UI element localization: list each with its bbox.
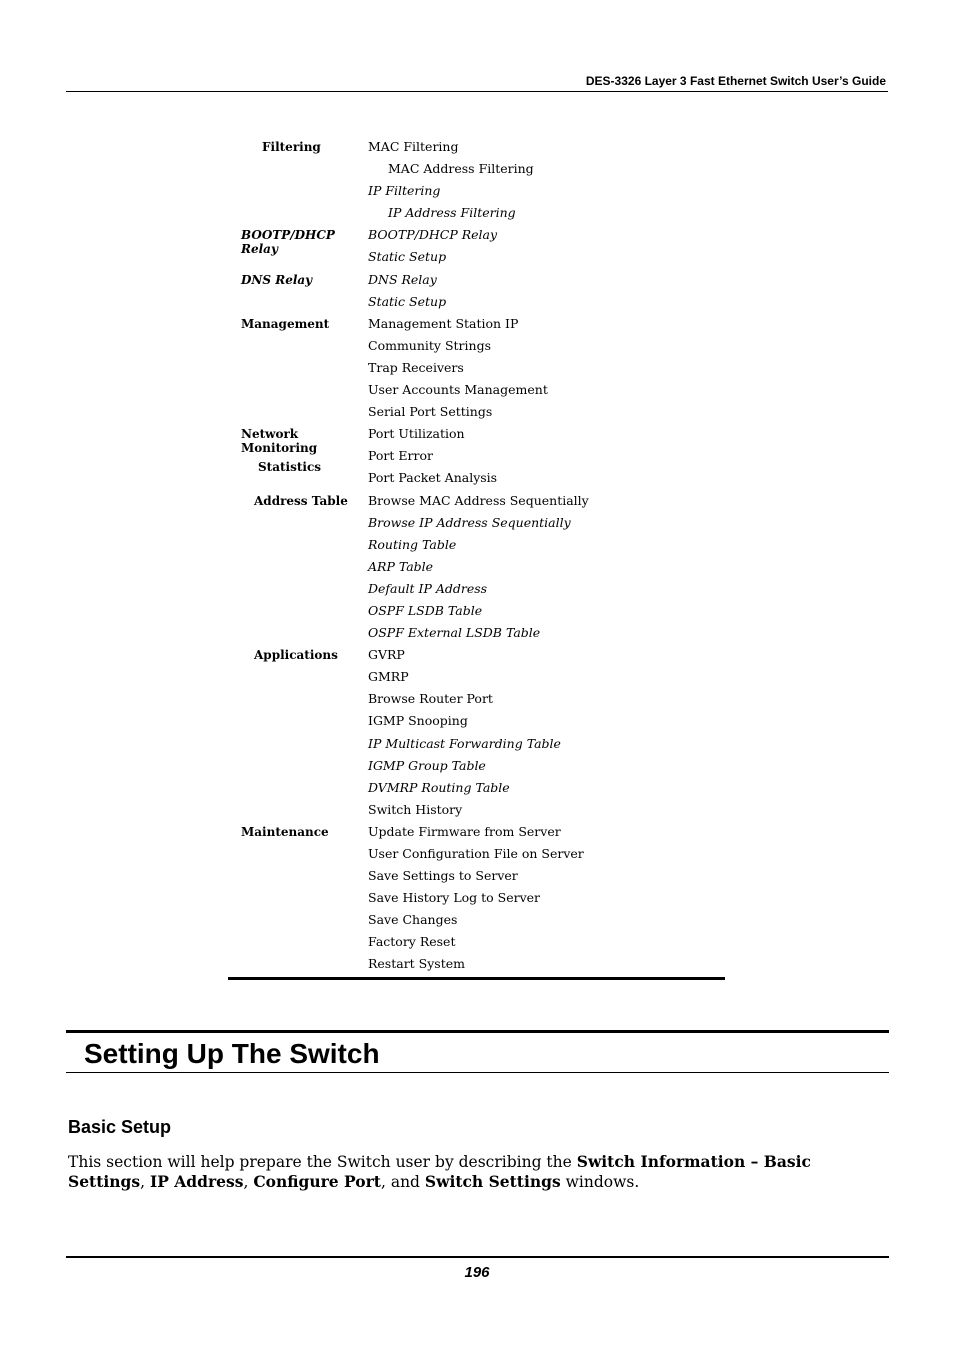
table-row [228,469,725,491]
paragraph-bold-term: Switch Settings [424,1172,561,1191]
table-row [228,823,725,845]
menu-item: Browse Router Port [368,691,493,707]
table-row [228,381,725,403]
menu-item: Routing Table [368,536,457,552]
page-number: 196 [464,1264,490,1281]
table-row [228,668,725,690]
menu-item: Management Station IP [368,315,519,331]
category-filtering: Filtering [262,140,321,154]
table-row [228,690,725,712]
table-row [228,359,725,381]
menu-item: User Accounts Management [368,382,548,398]
table-row [228,624,725,646]
menu-item: User Configuration File on Server [368,846,584,861]
table-row [228,845,725,867]
table-row [228,160,725,182]
menu-item: Browse IP Address Sequentially [368,514,571,530]
menu-item: ARP Table [368,558,434,574]
table-row [228,558,725,580]
table-row [228,248,725,270]
table-row [228,712,725,734]
paragraph-text: This section will help prepare the Switch user by describing the [68,1153,577,1171]
table-row [228,271,725,293]
menu-item: Save Changes [368,912,458,928]
menu-item: IGMP Snooping [368,713,468,729]
section-rule-top [66,1030,889,1033]
menu-item: Browse MAC Address Sequentially [368,492,589,508]
table-row [228,536,725,558]
paragraph-text: windows. [560,1173,640,1191]
paragraph-bold-term: Configure Port [253,1172,381,1191]
table-row [228,447,725,475]
table-row [228,580,725,602]
menu-item: Trap Receivers [368,359,464,375]
table-row [228,293,725,315]
subsection-title: Basic Setup [68,1117,172,1137]
table-row [228,646,725,668]
menu-table [228,138,725,978]
category-network-monitoring: Network Monitoring [241,427,318,456]
menu-item: IP Filtering [368,183,441,199]
category-maintenance: Maintenance [241,824,329,839]
menu-item: MAC Address Filtering [388,161,534,177]
table-row [228,757,725,779]
table-row [228,779,725,801]
body-paragraph [68,1152,890,1192]
table-row [228,735,725,757]
menu-item: Factory Reset [368,934,456,950]
table-row [228,867,725,889]
paragraph-text: , and [380,1173,425,1191]
section-title: Setting Up The Switch [84,1038,380,1069]
menu-item: Save History Log to Server [368,890,541,906]
page-header-title: DES-3326 Layer 3 Fast Ethernet Switch User’s Guide [585,74,886,88]
menu-item: Port Utilization [368,426,465,442]
menu-item: MAC Filtering [368,139,459,154]
menu-item: Default IP Address [368,580,488,596]
category-management: Management [241,316,330,331]
table-row [228,492,725,514]
table-bottom-rule [228,977,725,980]
menu-item: GVRP [368,647,405,663]
table-row [228,182,725,204]
menu-item: IP Multicast Forwarding Table [368,735,561,751]
menu-item: Restart System [368,956,465,972]
menu-item: IP Address Filtering [388,205,516,221]
menu-item: DVMRP Routing Table [368,779,510,795]
footer-rule [66,1256,889,1258]
menu-item: Serial Port Settings [368,404,493,420]
section-rule-bottom [66,1072,889,1073]
table-row [228,889,725,911]
table-row [228,911,725,933]
paragraph-bold-term: Switch Information – Basic Settings [68,1152,811,1191]
table-row [228,204,725,226]
table-row [228,337,725,359]
menu-item: GMRP [368,669,409,685]
menu-item: Port Error [368,448,433,464]
category-dns-relay: DNS Relay [241,272,313,287]
paragraph-text: , [140,1173,150,1191]
menu-item: Community Strings [368,337,491,353]
menu-item: IGMP Group Table [368,757,486,773]
category-applications: Applications [254,648,338,663]
menu-item: Port Packet Analysis [368,470,498,486]
table-row [228,514,725,536]
table-row [228,955,725,977]
table-row [228,933,725,955]
menu-item: Update Firmware from Server [368,823,561,839]
table-row [228,801,725,823]
paragraph-bold-term: IP Address [149,1172,244,1191]
menu-item: Save Settings to Server [368,868,518,884]
paragraph-text: , [243,1173,254,1191]
menu-item: DNS Relay [368,271,437,287]
menu-item: Static Setup [368,293,447,309]
menu-item: BOOTP/DHCP Relay [368,227,498,243]
table-row [228,138,725,160]
category-bootp-dhcp-relay: BOOTP/DHCP Relay [241,228,335,257]
category-address-table: Address Table [254,493,348,508]
table-row [228,315,725,337]
table-row [228,602,725,624]
menu-item: Switch History [368,801,463,817]
header-rule [66,91,888,92]
menu-item: Static Setup [368,249,447,265]
menu-item: OSPF External LSDB Table [368,625,541,641]
table-row [228,403,725,425]
category-statistics: Statistics [258,460,322,475]
menu-item: OSPF LSDB Table [368,602,483,618]
